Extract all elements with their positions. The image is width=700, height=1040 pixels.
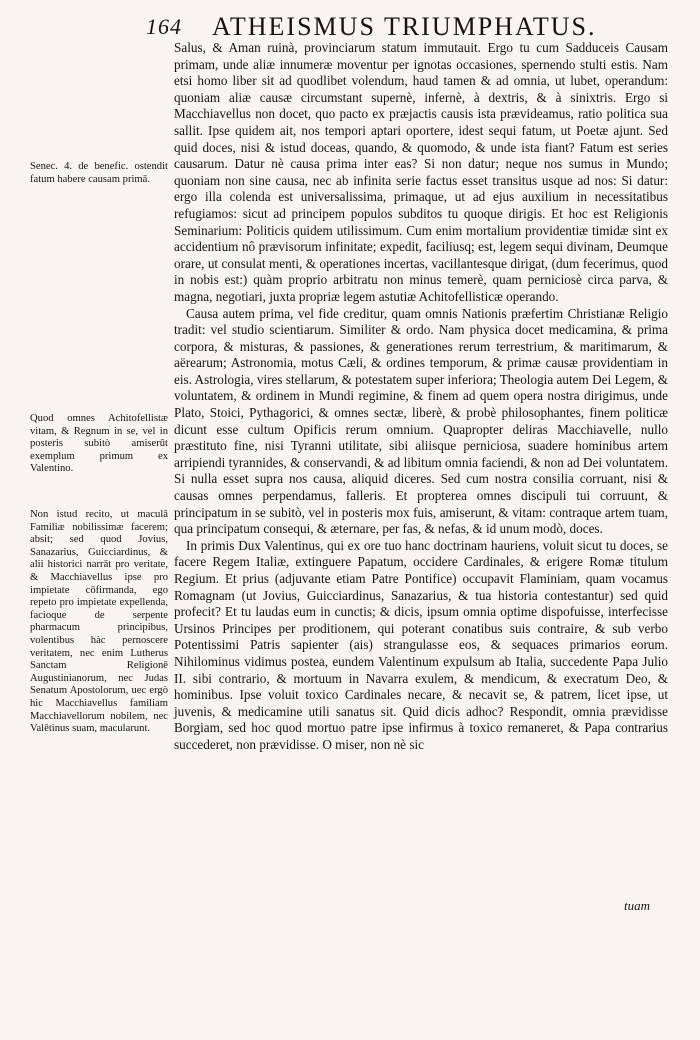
paragraph: In primis Dux Valentinus, qui ex ore tuo hanc doctrinam hauriens, voluit sicut tu doces, se facere Regem Italiæ, extinguere Papatum, occidere Cardinales, & erigere Romæ titulum Regium. Et prius (adjuvante etiam Patre Pontifice) occupavit Flaminiam, quam vocamus Romagnam (ut Jovius, Guicciardinus, Sanazarius, & tua historia contestantur) sed quid profecit? Et tu laudas eum in cunctis; & dicis, ipsum omnia optime dispofuisse, interfecisse Ursinos Principes per proditionem, qui poterant conatibus suis contraire, & sub verbo Potentissimi Patris sapienter (ais) strangulasse eos, & sequaces primarios eorum. Nihilominus vidimus postea, eundem Valentinum expulsum ab Italia, succedente Papa Julio II. sibi contrario, & mortuum in Navarra exulem, & mendicum, & execratum Deo, & hominibus. Ipse voluit toxico Cardinales necare, & necavit se, & patrem, licet ipse, ut juvenis, & medicamine utili sanatus sit. Quid dicis adhoc? Respondit, omnia prævidisse Borgiam, sed hoc quod mortuo patre ipse infirmus à toxico remaneret, & Papa contrarius succederet, non prævidisse. O miser, non nè sic (174, 537, 668, 752)
paragraph: Causa autem prima, vel fide creditur, quam omnis Nationis præfertim Christianæ Religio tradit: vel studio scientiarum. Similiter & ordo. Nam physica docet medicamina, & prima corpora, & misturas, & passiones, & generationes rerum terrestrium, & maritimarum, & aërearum; Astronomia, motus Cæli, & ordines temporum, & primæ causæ providentiam in eis. Astrologia, vires stellarum, & potestatem super inferiora; Theologia autem Dei Legem, & voluntatem, & ordinem in Mundi regimine, & finem ad quem opera nostra dirigimus, unde Plato, Stoici, Pythagorici, & omnes sectæ, liberè, & probè philosophantes, finem politicæ dicunt esse cultum Opificis rerum omnium. Quapropter deliras Macchiavelle, nullo præstituto fine, nisi Tyranni utilitate, sibi aliisque perniciosa, suadere hominibus artem arripiendi tyrannides, & conservandi, & ad libitum omnia faciendi, & non ad Dei voluntatem. Si nulla esset supra nos causa, aliquid diceres. Sed cum nostra consilia corruant, nisi & causas omnes perpendamus, falleris. Et propterea omnes discipuli tui corruunt, & principatum in se subitò, vel in posteris mox fuis, amiserunt, & vitam: contraque artem tuam, qua principatum consequi, & æternare, per fas, & nefas, & id unum modò, doces. (174, 305, 668, 537)
book-title: ATHEISMUS TRIUMPHATUS. (212, 12, 597, 41)
paragraph: Salus, & Aman ruinà, provinciarum statum immutauit. Ergo tu cum Sadduceis Causam primam, unde aliæ innumeræ moventur per ignotas occasiones, spernendo stulti estis. Nam etsi homo liber sit ad quodlibet volendum, haud tamen & ad omnia, ut lubet, operandum: quoniam aliæ causæ circumstant supernè, infernè, à dextris, & à sinixtris. Ergo si Macchiavellus non docet, quo pacto ex præjactis causis ista prævideamus, ratio politica sua sallit. Ipse quidem ait, nos tempori aptari oportere, idest sequi fatum, ut Poetæ ajunt. Sed quid doces, nisi & istud doceas, quando, & quomodo, & unde ista fiant? Fatum est series causarum. Datur nè causa prima inter eas? Si non datur; neque nos sumus in Mundo; quoniam non sine causa, nec ab infinita serie factus esset transitus usque ad nos: Si datur: ergo illa colenda est universalissima, primaque, ut ad ejus auxilium in necessitatibus refugiamos: sicut ad principem populos subditos tu quoque dirigis. Et hoc est Religionis Seminarium: Politicis quidem utilissimum. Cum enim mortalium providentiæ timidæ sint ex accidentium nô prævisorum infinitate; expedit, faciliusq; est, legem sequi divinam, Deumque orare, ut consulat menti, & operationes incertas, vacillantesque dirigat, (dum fecerimus, quod in nobis est:) quàm proprio arbitratu non minus temerè, quam perniciosè circa parva, & magna, negotiari, juxta propriæ legem astutiæ Achitofellisticæ operando. (174, 40, 668, 304)
marginal-note: Quod omnes Achitofellistæ vitam, & Regnum in se, vel in posteris subitò amiserūt exemplum primum ex Valentino. (30, 413, 168, 475)
catchword: tuam (624, 898, 650, 913)
page-number: 164 (146, 14, 182, 39)
marginal-note: Senec. 4. de benefic. ostendit fatum habere causam primā. (30, 161, 168, 185)
marginal-note: Non istud recito, ut maculā Familiæ nobilissimæ facerem; absit; sed quod Jovius, Sanazarius, Guicciardinus, & alii historici narrāt pro veritate, & Macchiavellus ipse pro impietate cōfirmanda, ego repeto pro impietate expellenda, facioque de serpente pharmacum principibus, volentibus hàc pernoscere veritatem, nec enim Lutherus Sanctam Religionē Augustinianorum, nec Judas Senatum Apostolorum, uec ergò hic Macchiavellus familiam Macchiavellorum nobilem, nec Valētinus suam, macularunt. (30, 509, 168, 735)
main-text-column (174, 40, 668, 754)
